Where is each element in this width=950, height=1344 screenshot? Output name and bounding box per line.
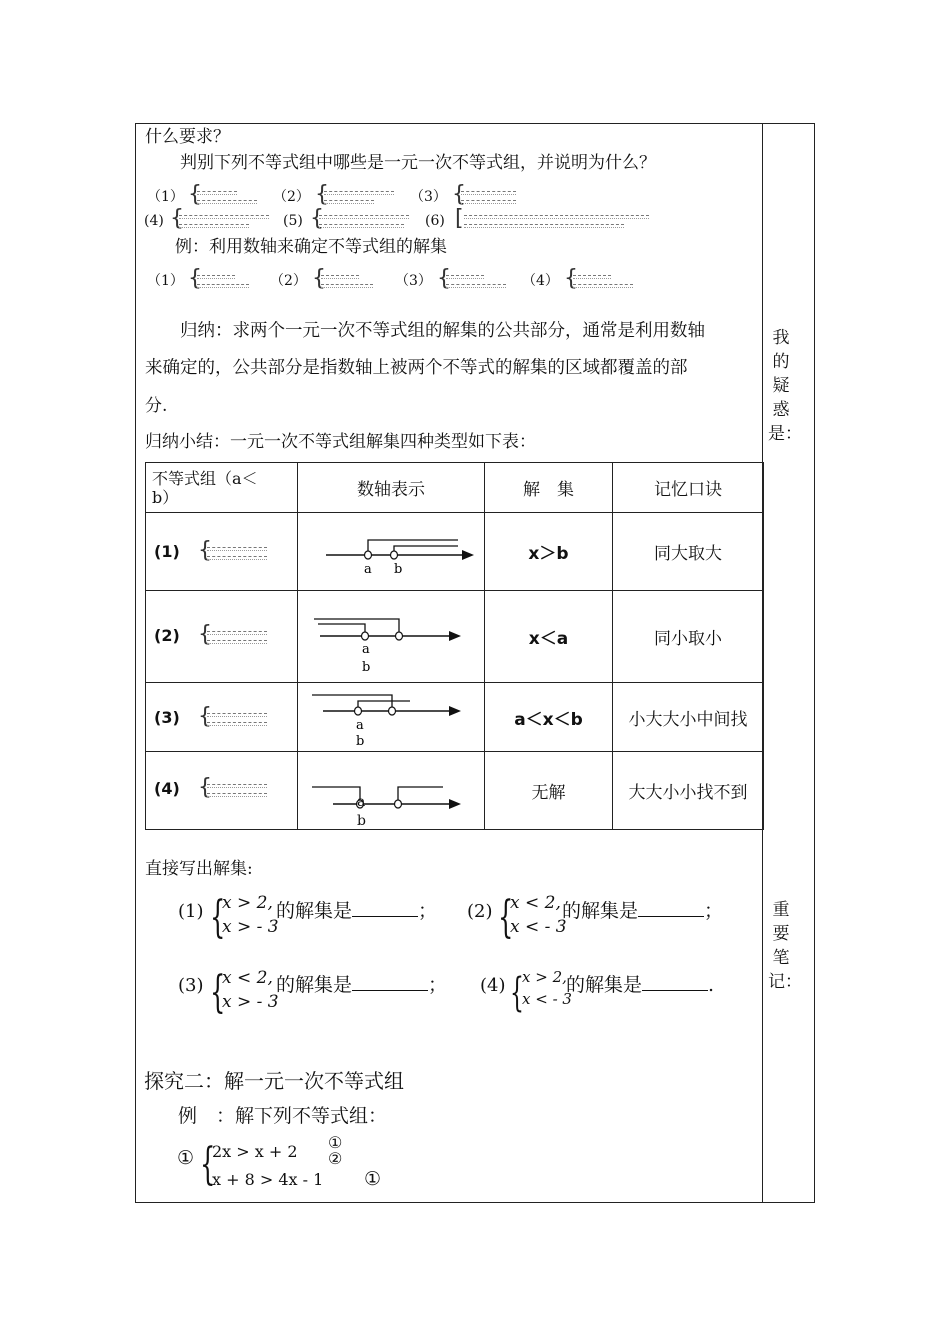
row2-number: (2): [154, 625, 180, 645]
direct-1-no: (1): [178, 901, 204, 922]
direct-3-row1: x < 2,: [222, 968, 273, 988]
q4-system: {: [170, 210, 280, 232]
explore-mark2: ②: [328, 1149, 343, 1168]
row4-axis-diagram: [298, 752, 484, 824]
header-mnemonic: 记忆口诀: [613, 463, 764, 513]
row2-number-line: [298, 591, 485, 683]
e2-system: {: [312, 270, 392, 292]
row3-inequality: [146, 683, 298, 752]
e1-label: （1）: [147, 273, 184, 289]
e2-label: （2）: [270, 273, 307, 289]
q1-system: {: [188, 186, 268, 208]
side-notes: 重 要 笔 记：: [768, 900, 802, 992]
direct-3-blank[interactable]: [352, 973, 428, 991]
side-doubt: 我 的 疑 惑 是：: [768, 328, 802, 444]
row2-mnemonic: 同小取小: [613, 591, 764, 683]
table-row: [146, 513, 764, 591]
q2-label: （2）: [273, 189, 310, 205]
q3-label: （3）: [410, 189, 447, 205]
row3-solution: a＜x＜b: [485, 683, 613, 752]
summary-line3: 分.: [145, 396, 168, 416]
row3-system: {: [198, 708, 268, 730]
direct-2-row1: x < 2,: [510, 893, 561, 913]
row4-inequality: [146, 752, 298, 830]
q4-label: (4): [144, 213, 164, 229]
row2-label-b: b: [362, 660, 371, 675]
summary-line1: 归纳：求两个一元一次不等式组的解集的公共部分，通常是利用数轴: [180, 321, 705, 341]
row4-mnemonic: 大大小小找不到: [613, 752, 764, 830]
row3-label-a: a: [356, 718, 364, 733]
row1-system: {: [198, 542, 268, 564]
direct-2-no: (2): [467, 901, 493, 922]
direct-4-no: (4): [480, 975, 506, 996]
table-row: [146, 591, 764, 683]
row2-inequality: [146, 591, 298, 683]
row1-inequality: [146, 513, 298, 591]
intro-line1: 什么要求？: [145, 127, 230, 147]
direct-1-row2: x > - 3: [222, 917, 279, 937]
e4-label: （4）: [522, 273, 559, 289]
direct-4-row1: x > 2,: [522, 968, 567, 986]
explore-row1: 2x > x + 2: [212, 1142, 298, 1161]
example-line: 例：利用数轴来确定不等式组的解集: [175, 237, 447, 257]
table-intro: 归纳小结：一元一次不等式组解集四种类型如下表：: [145, 432, 536, 452]
table-row: [146, 683, 764, 752]
direct-1-text: 的解集是 ；: [276, 900, 438, 922]
row1-solution: x＞b: [485, 513, 613, 591]
q6-label: (6): [425, 213, 445, 229]
q6-system: [: [455, 210, 655, 232]
header-inequality-line2: b）: [152, 487, 179, 507]
q5-label: (5): [283, 213, 303, 229]
row4-number: (4): [154, 778, 180, 798]
row3-mnemonic: 小大大小中间找: [613, 683, 764, 752]
explore-num: ①: [177, 1147, 195, 1169]
row1-axis-diagram: [298, 513, 484, 585]
direct-3-text: 的解集是 ；: [276, 974, 448, 996]
row2-label-a: a: [362, 642, 370, 657]
row3-axis-diagram: [298, 683, 484, 746]
direct-2-blank[interactable]: [638, 899, 704, 917]
row3-number: (3): [154, 707, 180, 727]
row1-label-b: b: [394, 562, 403, 577]
row4-label-b: b: [357, 813, 366, 829]
direct-title: 直接写出解集:: [145, 859, 253, 879]
q2-system: {: [315, 186, 405, 208]
header-solution: 解 集: [485, 463, 613, 513]
direct-2-row2: x < - 3: [510, 917, 567, 937]
direct-3-row2: x > - 3: [222, 992, 279, 1012]
direct-4-row2: x < - 3: [522, 990, 572, 1008]
row1-number: (1): [154, 541, 180, 561]
e3-system: {: [437, 270, 517, 292]
q1-label: （1）: [147, 189, 184, 205]
e4-system: {: [564, 270, 644, 292]
row3-label-b: b: [356, 734, 365, 746]
explore-mark3: ①: [364, 1168, 382, 1190]
direct-2-text: 的解集是 ；: [562, 900, 724, 922]
summary-line2: 来确定的，公共部分是指数轴上被两个不等式的解集的区域都覆盖的部: [145, 358, 688, 378]
direct-1-blank[interactable]: [352, 899, 418, 917]
header-number-line: 数轴表示: [298, 463, 485, 513]
row2-system: {: [198, 626, 268, 648]
solution-type-table: [145, 462, 764, 830]
direct-3-no: (3): [178, 975, 204, 996]
e1-system: {: [188, 270, 268, 292]
row1-number-line: [298, 513, 485, 591]
row4-number-line: [298, 752, 485, 830]
row4-label-a: a: [357, 794, 366, 810]
row4-system: {: [198, 779, 268, 801]
row1-label-a: a: [364, 562, 372, 577]
direct-4-blank[interactable]: [642, 973, 708, 991]
row2-solution: x＜a: [485, 591, 613, 683]
explore-title: 探究二：解一元一次不等式组: [144, 1069, 404, 1093]
explore-mark1: ①: [328, 1133, 343, 1152]
row3-number-line: [298, 683, 485, 752]
intro-line2: 判别下列不等式组中哪些是一元一次不等式组，并说明为什么？: [180, 153, 656, 173]
row2-axis-diagram: [298, 591, 484, 677]
table-row: [146, 752, 764, 830]
q5-system: {: [310, 210, 420, 232]
row4-solution: 无解: [485, 752, 613, 830]
explore-row2: x + 8 > 4x - 1: [212, 1170, 324, 1189]
direct-4-text: 的解集是 .: [566, 974, 715, 996]
row1-mnemonic: 同大取大: [613, 513, 764, 591]
header-inequality: [146, 463, 298, 513]
direct-1-row1: x > 2,: [222, 893, 273, 913]
header-inequality-line1: 不等式组（a＜: [152, 468, 258, 488]
explore-example: 例 ：解下列不等式组：: [178, 1105, 388, 1127]
q3-system: {: [452, 186, 532, 208]
e3-label: （3）: [395, 273, 432, 289]
